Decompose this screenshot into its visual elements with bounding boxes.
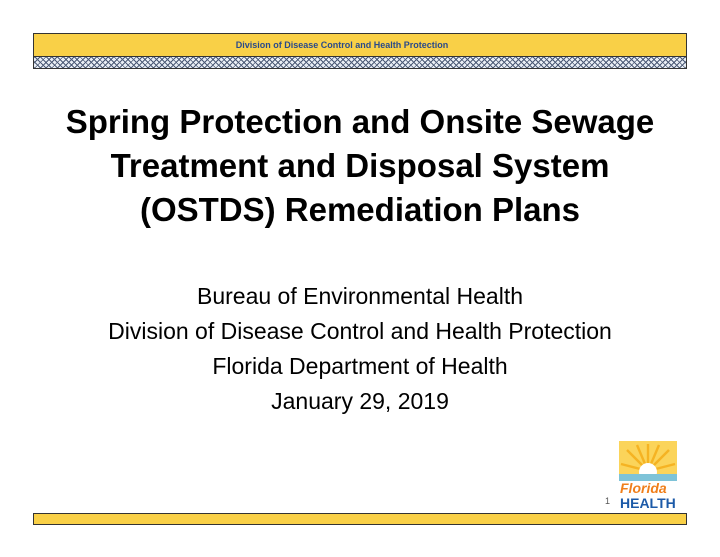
logo-text-health: HEALTH: [620, 495, 676, 511]
slide-title: Spring Protection and Onsite Sewage Treatment and Disposal System (OSTDS) Remediation Plans: [65, 103, 655, 228]
florida-health-logo: [619, 441, 677, 511]
subtitle-department: Florida Department of Health: [212, 353, 508, 379]
logo-text-florida: Florida: [620, 480, 667, 496]
header-pattern-band: [33, 57, 687, 69]
header-banner-text: Division of Disease Control and Health Protection: [235, 40, 449, 50]
footer-bar: [33, 513, 687, 525]
subtitle-bureau: Bureau of Environmental Health: [196, 283, 524, 309]
subtitle-date: January 29, 2019: [271, 388, 449, 414]
header-banner: [33, 33, 687, 57]
page-number: 1: [605, 496, 611, 506]
subtitle-block: [20, 279, 700, 419]
subtitle-division: Division of Disease Control and Health Protection: [108, 318, 612, 344]
